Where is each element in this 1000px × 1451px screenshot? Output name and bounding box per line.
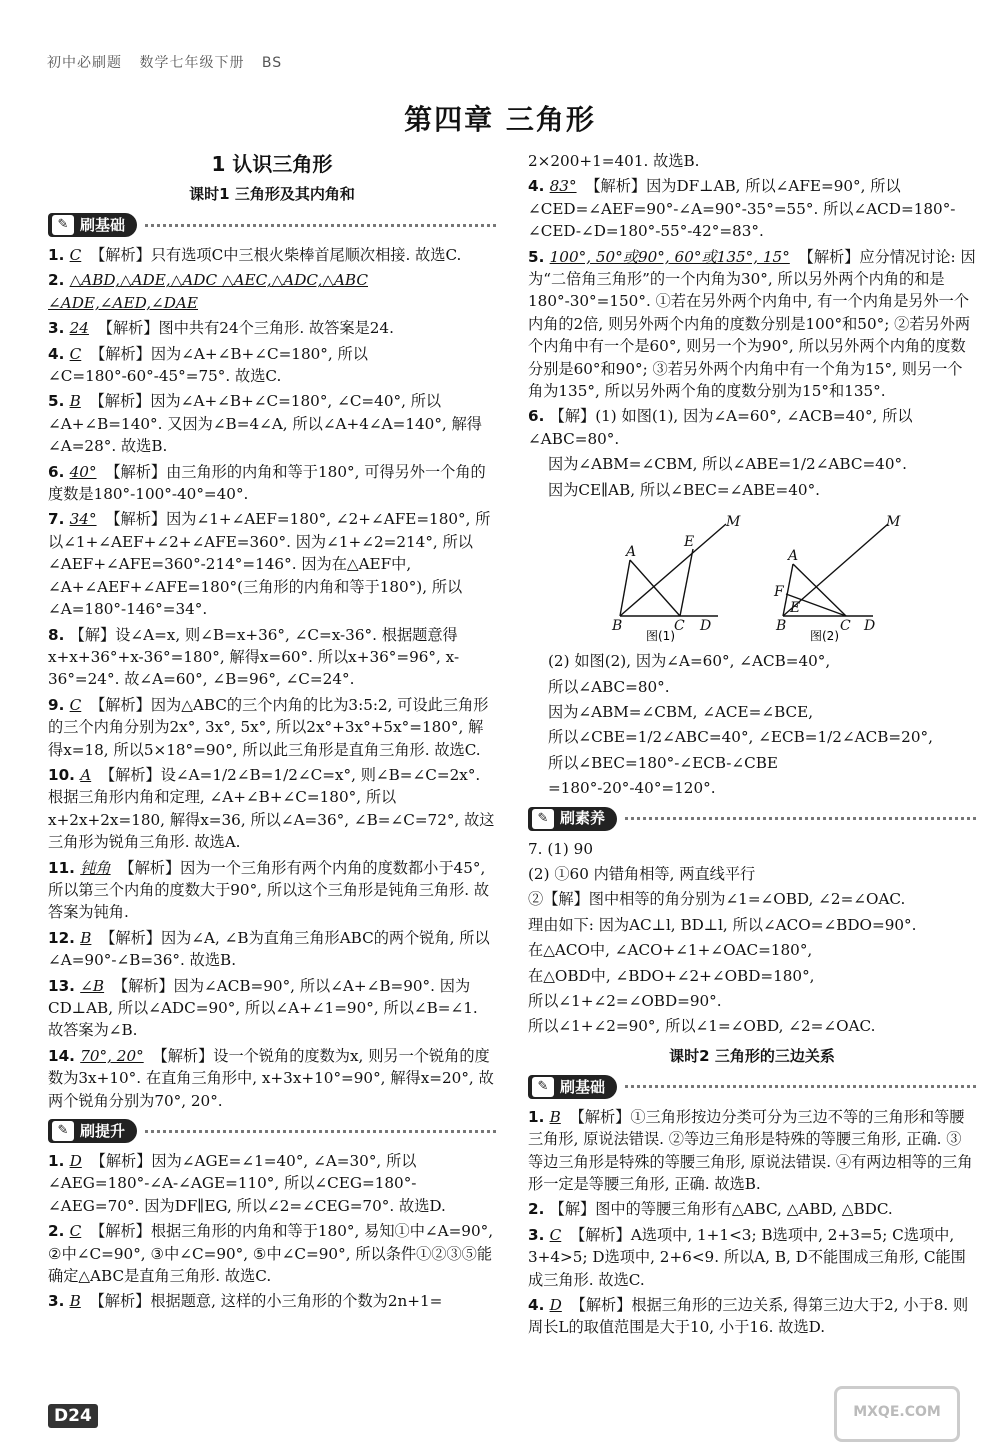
running-header: [47, 52, 294, 72]
solution-line: 所以∠1+∠2=90°, 所以∠1=∠OBD, ∠2=∠OAC.: [528, 1017, 876, 1036]
pencil-icon: ✎: [532, 1077, 554, 1097]
item-answer: 70°, 20°: [80, 1046, 144, 1065]
item-answer: 34°: [69, 510, 97, 529]
lesson-title: 课时1 三角形及其内角和: [189, 185, 355, 203]
item-explanation: 【解析】根据三角形的三边关系, 得第三边大于2, 小于8. 则周长L的取值范围是大于10, 小于16. 故选D.: [528, 1296, 969, 1337]
pencil-icon: ✎: [52, 215, 74, 235]
answer-item: [528, 1294, 976, 1339]
solution-line: =180°-20°-40°=120°.: [548, 779, 716, 798]
answer-item: [528, 175, 976, 242]
triangle-figures: [528, 504, 976, 644]
answer-item: [48, 624, 496, 691]
item-answer: 83°: [549, 177, 577, 196]
item-number: 14.: [48, 1046, 81, 1065]
item-answer: A: [80, 765, 92, 784]
answer-item: [48, 857, 496, 924]
item-answer: B: [69, 1292, 81, 1311]
solution-line: 所以∠CBE=1/2∠ABC=40°, ∠ECB=1/2∠ACB=20°,: [548, 728, 933, 747]
quality-answer-list: [528, 838, 976, 1038]
basic-badge: ✎ 刷基础: [48, 212, 496, 238]
item-explanation: 【解析】因为DF⊥AB, 所以∠AFE=90°, 所以∠CED=∠AEF=90°-∠A=90°-35°=55°. 所以∠ACD=180°-∠CED-∠D=180°-55°-42°=83°.: [528, 177, 956, 241]
answer-item: [48, 1045, 496, 1112]
item-number: 1.: [528, 1107, 550, 1126]
item-answer: C: [69, 1222, 82, 1241]
item-answer: C: [549, 1225, 562, 1244]
solution-line: ②【解】图中相等的角分别为∠1=∠OBD, ∠2=∠OAC.: [528, 890, 906, 909]
item-number: 1.: [48, 246, 70, 264]
answer-item: [528, 150, 976, 172]
q6-part2: [528, 650, 976, 799]
answer-item: [528, 1198, 976, 1220]
answer-item: [48, 694, 496, 761]
lesson2-title: 课时2 三角形的三边关系: [669, 1046, 835, 1065]
svg-text:D: D: [864, 618, 876, 635]
solution-line: 在△ACO中, ∠ACO+∠1+∠OAC=180°,: [528, 941, 813, 960]
item-answer: C: [69, 344, 82, 363]
item-explanation: 【解析】只有选项C中三根火柴棒首尾顺次相接. 故选C.: [85, 246, 462, 264]
answer-item: [48, 317, 496, 339]
item-answer: C: [69, 695, 82, 714]
item-number: 1.: [48, 1152, 70, 1171]
answer-item: [48, 1220, 496, 1287]
item-explanation: 【解析】因为∠AGE=∠1=40°, ∠A=30°, 所以∠AEG=180°-∠A-∠AGE=110°, 所以∠CEG=180°-∠AEG=70°. 因为DF∥EG, 所以∠2=∠CEG=70°. 故选D.: [48, 1152, 446, 1215]
item-explanation: 【解析】根据题意, 这样的小三角形的个数为2n+1=: [84, 1292, 443, 1311]
solution-line: 因为∠ABM=∠CBM, ∠ACE=∠BCE,: [548, 702, 814, 721]
item-number: 2.: [48, 271, 70, 290]
item-number: 2.: [528, 1200, 550, 1219]
item-explanation: 【解】(1) 如图(1), 因为∠A=60°, ∠ACB=40°, 所以∠ABC=80°.: [528, 407, 913, 448]
pencil-icon: ✎: [52, 1121, 74, 1141]
item-number: 7.: [48, 510, 70, 529]
item-number: 6.: [528, 407, 550, 426]
item-number: 4.: [528, 177, 550, 196]
item-explanation: 【解析】根据三角形的内角和等于180°, 易知①中∠A=90°, ②中∠C=90°, ③中∠C=90°, ⑤中∠C=90°, 所以条件①②③⑤能确定△ABC是直角三角形. 故选C.: [48, 1222, 494, 1286]
solution-line: (2) 如图(2), 因为∠A=60°, ∠ACB=40°,: [548, 652, 831, 671]
item-explanation: 【解析】①三角形按边分类可分为三边不等的三角形和等腰三角形, 原说法错误. ②等边三角形是特殊的等腰三角形, 正确. ③等边三角形是特殊的等腰三角形, 原说法错误. ④有两边相等的三角形一定是等腰三角形, 正确. 故选B.: [528, 1107, 973, 1193]
item-number: 3.: [48, 319, 70, 338]
item-explanation: 【解析】应分情况讨论: 因为“二倍角三角形”的一个内角为30°, 所以另外两个内角的和是180°-30°=150°. ①若在另外两个内角中, 有一个内角是另外一个内角的2倍, 则另外两个内角的度数分别是100°和50°; ②若另外两个内角中有一个是60°, 则另一个为90°, 所以另外两个内角的度数分别是60°和90°; ③若另外两个内角中有一个角为15°, 则另一个角为135°, 所以另外两个角的度数分别为15°和135°.: [528, 247, 976, 401]
book-name: 初中必刷题: [47, 55, 122, 71]
svg-text:M: M: [886, 514, 901, 531]
answer-item: [48, 1290, 496, 1312]
page-number: D24: [48, 1404, 98, 1428]
svg-text:B: B: [776, 618, 787, 635]
item-explanation: 【解析】因为∠A, ∠B为直角三角形ABC的两个锐角, 所以∠A=90°-∠B=36°. 故选B.: [48, 928, 490, 970]
figures: [528, 504, 976, 644]
solution-line: 所以∠BEC=180°-∠ECB-∠CBE: [548, 753, 779, 772]
answer-item: [48, 390, 496, 457]
solution-line: 所以∠1+∠2=∠OBD=90°.: [528, 991, 722, 1010]
quality-badge: ✎ 刷素养: [528, 806, 976, 832]
svg-text:F: F: [774, 584, 784, 601]
solution-line: (2) ①60 内错角相等, 两直线平行: [528, 864, 756, 883]
item-answer: B: [80, 928, 92, 947]
svg-text:C: C: [674, 618, 685, 635]
solution-line: 在△OBD中, ∠BDO+∠2+∠OBD=180°,: [528, 966, 815, 985]
solution-line: 7. (1) 90: [528, 839, 593, 858]
item-answer: 钝角: [80, 858, 111, 877]
item-answer: ∠B: [80, 976, 105, 995]
item-answer: D: [549, 1296, 562, 1315]
answer-item: [528, 405, 976, 450]
item-explanation: 【解析】因为△ABC的三个内角的比为3:5:2, 可设此三角形的三个内角分别为2x°, 3x°, 5x°, 所以2x°+3x°+5x°=180°, 解得x=18, 所以5×18°=90°, 所以此三角形是直角三角形. 故选C.: [48, 695, 489, 759]
answer-item: [528, 1224, 976, 1291]
figure-2-label: 图(2): [810, 629, 839, 644]
watermark-logo: MXQE.COM: [834, 1386, 960, 1442]
svg-text:E: E: [790, 600, 801, 617]
improve-badge: ✎ 刷提升: [48, 1118, 496, 1144]
item-explanation: 【解析】设一个锐角的度数为x, 则另一个锐角的度数为3x+10°. 在直角三角形中, x+3x+10°=90°, 解得x=20°, 故两个锐角分别为70°, 20°.: [48, 1046, 494, 1110]
svg-text:A: A: [788, 548, 799, 565]
right-column: [528, 150, 976, 1342]
solution-line: 因为∠ABM=∠CBM, 所以∠ABE=1/2∠ABC=40°.: [548, 455, 907, 474]
continued-answer-list: [528, 150, 976, 450]
basic-badge-2: ✎ 刷基础: [528, 1074, 976, 1100]
section-title: 1 认识三角形: [211, 152, 333, 176]
chapter-title: 第四章 三角形: [404, 103, 596, 136]
item-number: 4.: [48, 344, 70, 363]
item-explanation: 【解析】设∠A=1/2∠B=1/2∠C=x°, 则∠B=∠C=2x°. 根据三角形内角和定理, ∠A+∠B+∠C=180°, 所以x+2x+2x=180, 解得x=36, 所以∠A=36°, ∠B=∠C=72°, 故这三角形为锐角三角形. 故选A.: [48, 765, 495, 852]
answer-item: [48, 927, 496, 972]
answer-item: [48, 1150, 496, 1217]
item-answer: C: [69, 246, 82, 264]
item-explanation: 【解析】因为∠1+∠AEF=180°, ∠2+∠AFE=180°, 所以∠1+∠AEF+∠2+∠AFE=360°. 因为∠1+∠2=214°, 所以∠AEF+∠AFE=360°-214°=146°. 因为在△AEF中, ∠A+∠AEF+∠AFE=180°(三角形的内角和等于180°), 所以∠A=180°-146°=34°.: [48, 510, 491, 619]
item-number: 3.: [48, 1292, 70, 1311]
item-explanation: 【解析】A选项中, 1+1<3; B选项中, 2+3=5; C选项中, 3+4>5; D选项中, 2+6<9. 所以A, B, D不能围成三角形, C能围成三角形. 故选C.: [528, 1225, 966, 1289]
item-number: 5.: [48, 392, 70, 411]
item-number: 8.: [48, 625, 70, 644]
svg-text:B: B: [612, 618, 623, 635]
q6-solution: [528, 453, 976, 501]
improve-answer-list: [48, 1150, 496, 1313]
lesson2-answer-list: [528, 1106, 976, 1339]
figure-1-label: 图(1): [646, 629, 675, 644]
item-answer: B: [69, 392, 81, 411]
answer-item: [48, 508, 496, 620]
edition: BS: [261, 55, 283, 71]
item-number: 5.: [528, 247, 550, 266]
left-column: [48, 150, 496, 1316]
answer-item: [48, 975, 496, 1042]
item-number: 12.: [48, 928, 81, 947]
answer-item: [528, 1106, 976, 1196]
item-explanation: 【解析】因为∠A+∠B+∠C=180°, 所以∠C=180°-60°-45°=75°. 故选C.: [48, 344, 368, 386]
svg-text:A: A: [626, 544, 637, 561]
solution-line: 理由如下: 因为AC⊥l, BD⊥l, 所以∠ACO=∠BDO=90°.: [528, 915, 917, 934]
item-number: 2.: [48, 1222, 70, 1241]
item-number: 11.: [48, 858, 81, 877]
item-explanation: 【解析】因为∠ACB=90°, 所以∠A+∠B=90°. 因为CD⊥AB, 所以∠ADC=90°, 所以∠A+∠1=90°, 所以∠B=∠1. 故答案为∠B.: [48, 976, 478, 1040]
solution-line: 所以∠ABC=80°.: [548, 677, 670, 696]
svg-text:D: D: [700, 618, 712, 635]
answer-item: [48, 343, 496, 388]
item-number: 6.: [48, 462, 70, 481]
item-explanation: 【解析】图中共有24个三角形. 故答案是24.: [92, 319, 394, 338]
item-explanation: 【解析】由三角形的内角和等于180°, 可得另外一个角的度数是180°-100°-40°=40°.: [48, 462, 486, 504]
basic-answer-list: [48, 244, 496, 1112]
answer-item: [48, 269, 496, 314]
svg-text:M: M: [726, 514, 741, 531]
item-answer: B: [549, 1107, 561, 1126]
item-number: 4.: [528, 1296, 550, 1315]
item-explanation: 【解】设∠A=x, 则∠B=x+36°, ∠C=x-36°. 根据题意得x+x+36°+x-36°=180°, 解得x=60°. 所以x+36°=96°, x-36°=24°. 故∠A=60°, ∠B=96°, ∠C=24°.: [48, 625, 460, 689]
item-number: 3.: [528, 1225, 550, 1244]
answer-item: [528, 246, 976, 403]
item-explanation: 【解析】因为一个三角形有两个内角的度数都小于45°, 所以第三个内角的度数大于90°, 所以这个三角形是钝角三角形. 故答案为钝角.: [48, 858, 490, 922]
item-answer: 40°: [69, 462, 97, 481]
svg-text:E: E: [684, 534, 695, 551]
answer-item: [48, 244, 496, 266]
answer-item: [48, 764, 496, 854]
pencil-icon: ✎: [532, 809, 554, 829]
item-answer: 24: [69, 319, 89, 338]
item-explanation: 【解析】因为∠A+∠B+∠C=180°, ∠C=40°, 所以∠A+∠B=140°. 又因为∠B=4∠A, 所以∠A+4∠A=140°, 解得∠A=28°. 故选B.: [48, 392, 482, 456]
item-explanation: 2×200+1=401. 故选B.: [528, 152, 700, 170]
item-answer: △ABD,△ADE,△ADC △AEC,△ADC,△ABC ∠ADE,∠AED,∠DAE: [48, 271, 368, 312]
item-number: 9.: [48, 695, 70, 714]
solution-line: 因为CE∥AB, 所以∠BEC=∠ABE=40°.: [548, 480, 820, 499]
item-number: 10.: [48, 765, 81, 784]
answer-item: [48, 461, 496, 506]
subject-name: 数学七年级下册: [139, 55, 245, 71]
item-number: 13.: [48, 976, 81, 995]
svg-text:C: C: [840, 618, 851, 635]
item-answer: D: [69, 1152, 82, 1171]
item-explanation: 【解】图中的等腰三角形有△ABC, △ABD, △BDC.: [549, 1200, 893, 1219]
item-answer: 100°, 50°或90°, 60°或135°, 15°: [549, 247, 790, 266]
